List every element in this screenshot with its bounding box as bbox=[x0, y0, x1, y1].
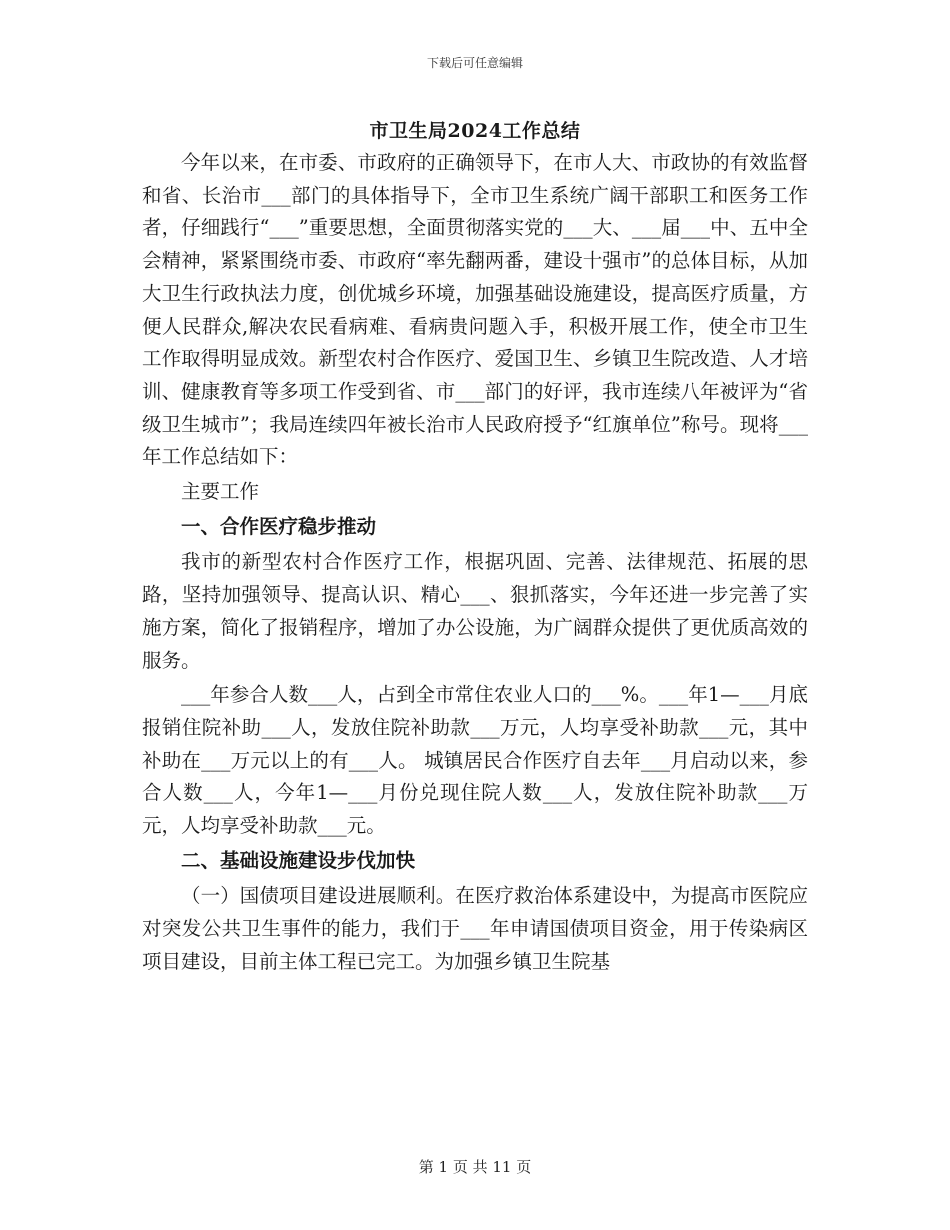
page-header-note: 下载后可任意编辑 bbox=[426, 56, 523, 70]
paragraph-intro: 今年以来，在市委、市政府的正确领导下，在市人大、市政协的有效监督和省、长治市___部门的具体指导下，全市卫生系统广阔干部职工和医务工作者，仔细践行“___”重要思想，全面贯彻落实党的___大、___届___中、五中全会精神，紧紧围绕市委、市政府“率先翻两番，建设十强市”的总体目标，从加大卫生行政执法力度，创优城乡环境，加强基础设施建设，提高医疗质量，方便人民群众,解决农民看病难、看病贵问题入手，积极开展工作，使全市卫生工作取得明显成效。新型农村合作医疗、爱国卫生、乡镇卫生院改造、人才培训、健康教育等多项工作受到省、市___部门的好评，我市连续八年被评为“省级卫生城市”；我局连续四年被长治市人民政府授予“红旗单位”称号。现将___年工作总结如下： bbox=[142, 151, 808, 469]
paragraph-national-debt-project: （一）国债项目建设进展顺利。在医疗救治体系建设中，为提高市医院应对突发公共卫生事件的能力，我们于___年申请国债项目资金，用于传染病区项目建设，目前主体工程已完工。为加强乡镇卫生院基 bbox=[142, 884, 808, 973]
document-body bbox=[142, 147, 808, 979]
paragraph-participation-stats: ___年参合人数___人，占到全市常住农业人口的___%。___年1—___月底报销住院补助___人，发放住院补助款___万元，人均享受补助款___元，其中补助在___万元以上的有___人。 城镇居民合作医疗自去年___月启动以来，参合人数___人，今年1—___月份兑现住院人数___人，发放住院补助款___万元，人均享受补助款___元。 bbox=[142, 683, 808, 838]
document-title: 市卫生局2024工作总结 bbox=[369, 120, 581, 142]
paragraph-cooperative-medical: 我市的新型农村合作医疗工作，根据巩固、完善、法律规范、拓展的思路，坚持加强领导、提高认识、精心___、狠抓落实，今年还进一步完善了实施方案，简化了报销程序，增加了办公设施，为广阔群众提供了更优质高效的服务。 bbox=[142, 550, 808, 672]
section-label-main-work: 主要工作 bbox=[181, 480, 260, 504]
section-heading-1: 一、合作医疗稳步推动 bbox=[181, 514, 377, 538]
page-number-footer: 第 1 页 共 11 页 bbox=[418, 1158, 532, 1176]
section-heading-2: 二、基础设施建设步伐加快 bbox=[181, 848, 416, 872]
